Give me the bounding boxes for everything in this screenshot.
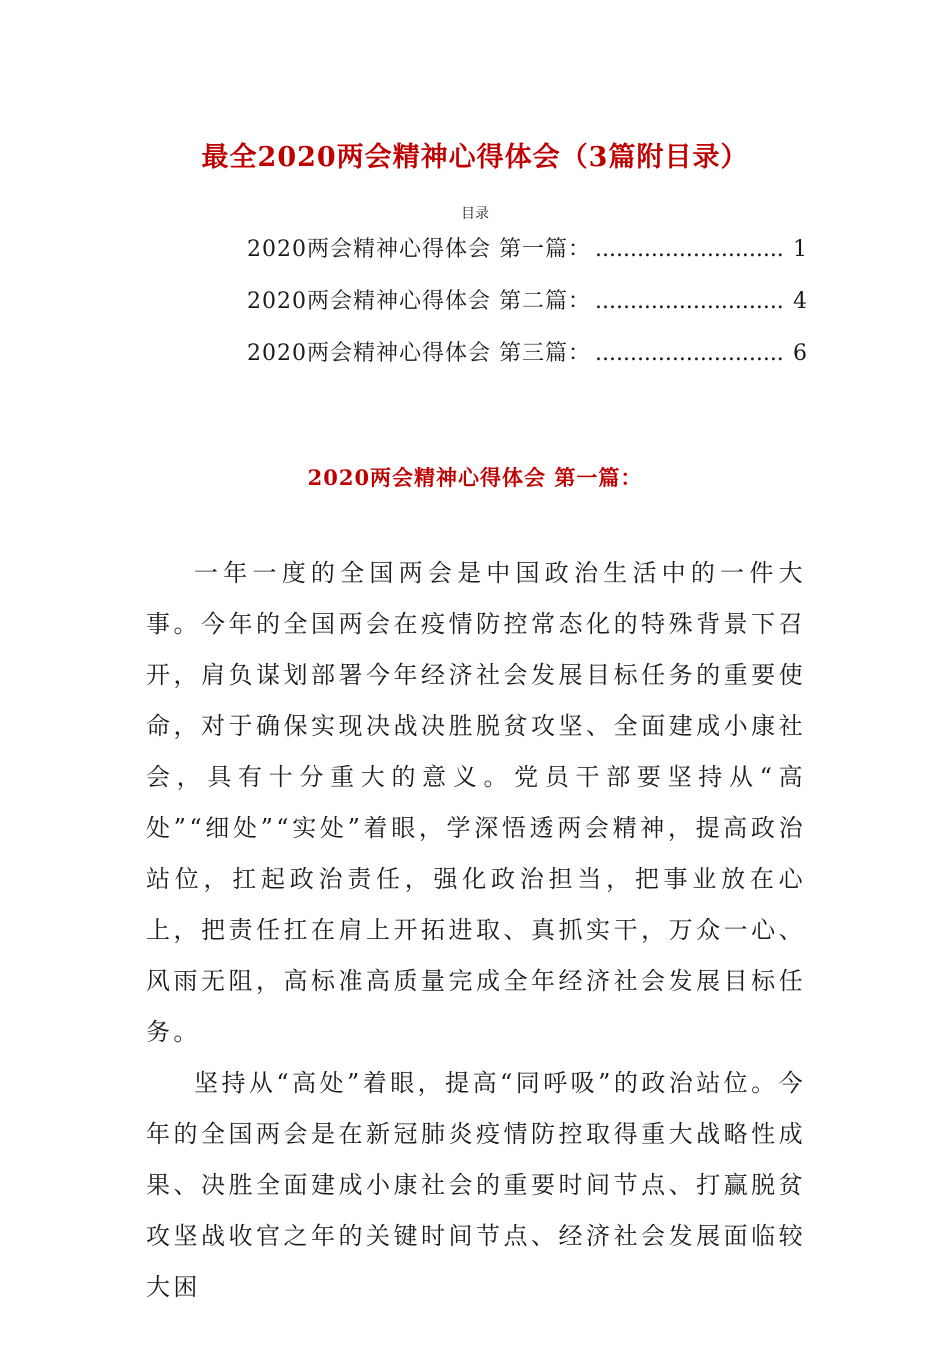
toc-leader-dots: ........................... (594, 341, 784, 366)
body-paragraph: 坚持从“高处”着眼，提高“同呼吸”的政治站位。今年的全国两会是在新冠肺炎疫情防控取得重大战略性成果、决胜全面建成小康社会的重要时间节点、打赢脱贫攻坚战收官之年的关键时间节点、经济社会发展面临较大困 (146, 1069, 806, 1301)
toc-leader-dots: ........................... (594, 289, 784, 314)
toc-heading: 目录 (461, 206, 489, 222)
toc-page-number: 6 (793, 341, 807, 366)
toc-entry-title: 2020两会精神心得体会 第二篇： (247, 289, 591, 314)
toc-leader-dots: ........................... (594, 237, 784, 262)
toc-entry-title: 2020两会精神心得体会 第三篇： (247, 341, 591, 366)
toc-page-number: 4 (793, 289, 807, 314)
toc-entry[interactable] (247, 284, 807, 336)
table-of-contents (247, 232, 807, 388)
document-title: 最全2020两会精神心得体会（3篇附目录） (201, 142, 749, 173)
toc-entry[interactable] (247, 232, 807, 284)
toc-page-number: 1 (793, 237, 807, 262)
body-paragraph: 一年一度的全国两会是中国政治生活中的一件大事。今年的全国两会在疫情防控常态化的特殊背景下召开，肩负谋划部署今年经济社会发展目标任务的重要使命，对于确保实现决战决胜脱贫攻坚、全面建成小康社会，具有十分重大的意义。党员干部要坚持从“高处”“细处”“实处”着眼，学深悟透两会精神，提高政治站位，扛起政治责任，强化政治担当，把事业放在心上，把责任扛在肩上开拓进取、真抓实干，万众一心、风雨无阻，高标准高质量完成全年经济社会发展目标任务。 (146, 559, 806, 1046)
toc-entry[interactable] (247, 336, 807, 388)
section-heading: 2020两会精神心得体会 第一篇： (307, 465, 643, 490)
section-body (146, 548, 806, 1313)
toc-entry-title: 2020两会精神心得体会 第一篇： (247, 237, 591, 262)
